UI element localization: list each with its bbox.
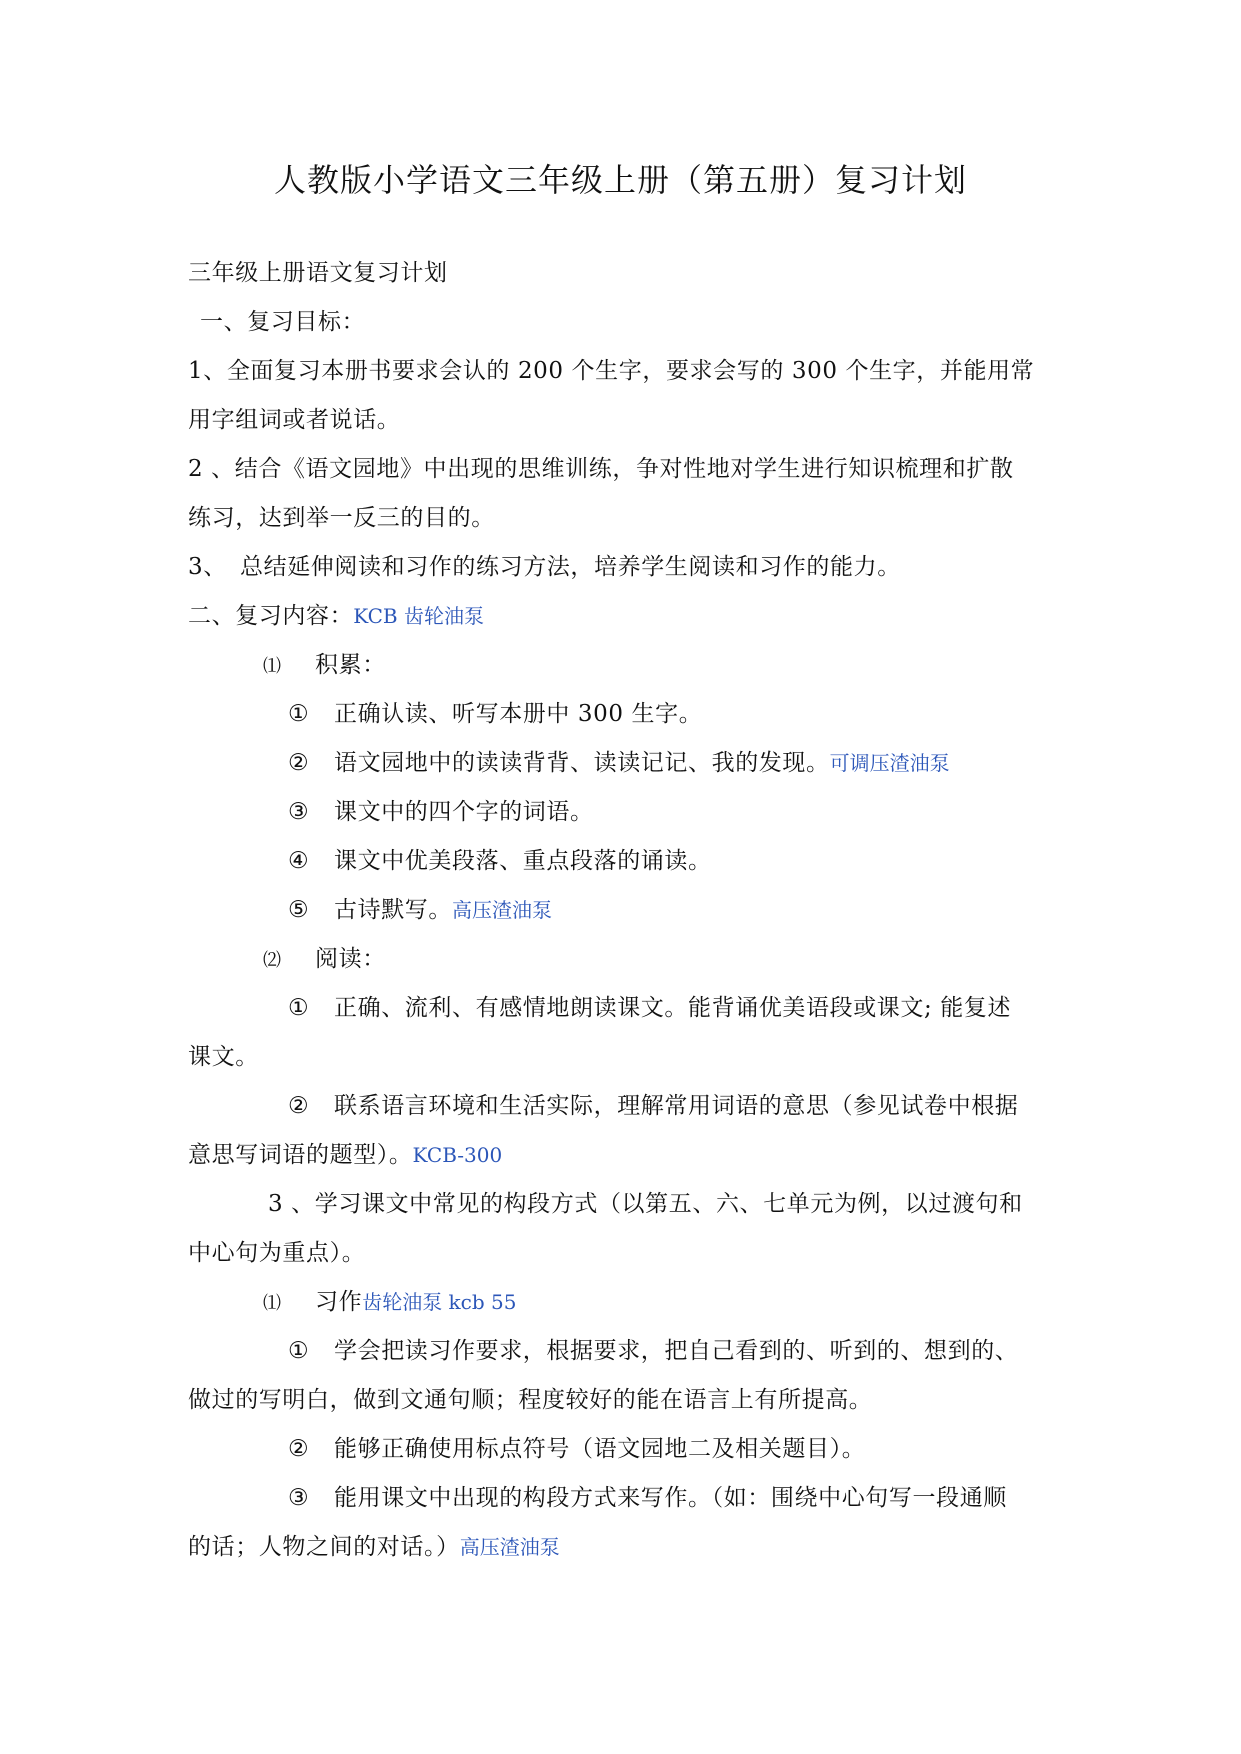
accumulate-item-5 bbox=[288, 895, 552, 925]
item-mark: ③ bbox=[288, 799, 310, 825]
accumulate-item-4 bbox=[288, 846, 712, 876]
item-link[interactable]: 可调压渣油泵 bbox=[829, 751, 950, 775]
page-title: 人教版小学语文三年级上册（第五册）复习计划 bbox=[273, 161, 967, 199]
reading-label: 阅读： bbox=[315, 946, 386, 972]
goal-3-text: 总结延伸阅读和习作的练习方法，培养学生阅读和习作的能力。 bbox=[240, 554, 901, 580]
reading-heading bbox=[263, 944, 386, 976]
item-mark: ① bbox=[288, 995, 310, 1021]
goal-1-line-1: 1、全面复习本册书要求会认的 200 个生字，要求会写的 300 个生字，并能用常 bbox=[188, 358, 1035, 384]
item-mark: ① bbox=[288, 701, 310, 727]
item-mark: ② bbox=[288, 750, 310, 776]
writing-link[interactable]: 齿轮油泵 kcb 55 bbox=[362, 1290, 517, 1314]
item-text: 能用课文中出现的构段方式来写作。（如：围绕中心句写一段通顺 bbox=[334, 1485, 1007, 1511]
content-heading-link[interactable]: KCB 齿轮油泵 bbox=[353, 604, 484, 628]
goal-3-number: 3、 bbox=[188, 554, 227, 580]
goal-3 bbox=[188, 552, 901, 582]
goal-1-line-2: 用字组词或者说话。 bbox=[188, 407, 401, 433]
accumulate-label: 积累： bbox=[315, 652, 386, 678]
accumulate-heading bbox=[263, 650, 386, 682]
item-link[interactable]: 高压渣油泵 bbox=[459, 1535, 560, 1559]
item-mark: ⑤ bbox=[288, 897, 310, 923]
item-mark: ② bbox=[288, 1093, 310, 1119]
item-text: 能够正确使用标点符号（语文园地二及相关题目）。 bbox=[334, 1436, 866, 1462]
content-heading-label: 二、复习内容： bbox=[188, 603, 354, 629]
structure-line-1: 3 、学习课文中常见的构段方式（以第五、六、七单元为例，以过渡句和 bbox=[268, 1191, 1023, 1217]
item-text: 联系语言环境和生活实际，理解常用词语的意思（参见试卷中根据 bbox=[334, 1093, 1019, 1119]
goals-heading: 一、复习目标： bbox=[200, 309, 366, 335]
item-mark: ④ bbox=[288, 848, 310, 874]
accumulate-item-2 bbox=[288, 748, 950, 778]
writing-item-3-line-1 bbox=[288, 1483, 1007, 1513]
accumulate-marker: ⑴ bbox=[263, 656, 282, 677]
reading-item-2-line-2 bbox=[188, 1140, 502, 1170]
writing-heading bbox=[263, 1287, 517, 1319]
item-mark: ② bbox=[288, 1436, 310, 1462]
item-text: 课文中优美段落、重点段落的诵读。 bbox=[334, 848, 712, 874]
reading-item-2-line-1 bbox=[288, 1091, 1018, 1121]
writing-label: 习作 bbox=[315, 1289, 363, 1315]
item-mark: ① bbox=[288, 1338, 310, 1364]
writing-marker: ⑴ bbox=[263, 1293, 282, 1314]
item-text: 学会把读习作要求，根据要求，把自己看到的、听到的、想到的、 bbox=[334, 1338, 1019, 1364]
content-heading bbox=[188, 601, 484, 631]
writing-item-1-line-1 bbox=[288, 1336, 1018, 1366]
writing-item-2 bbox=[288, 1434, 865, 1464]
subtitle: 三年级上册语文复习计划 bbox=[188, 260, 448, 286]
item-text: 古诗默写。 bbox=[334, 897, 452, 923]
item-text: 的话；人物之间的对话。） bbox=[188, 1534, 460, 1560]
goal-2-line-1: 2 、结合《语文园地》中出现的思维训练，争对性地对学生进行知识梳理和扩散 bbox=[188, 456, 1014, 482]
reading-marker: ⑵ bbox=[263, 950, 282, 971]
reading-item-1-line-2: 课文。 bbox=[188, 1044, 259, 1070]
writing-item-1-line-2: 做过的写明白，做到文通句顺；程度较好的能在语言上有所提高。 bbox=[188, 1387, 873, 1413]
accumulate-item-3 bbox=[288, 797, 594, 827]
writing-item-3-line-2 bbox=[188, 1532, 560, 1562]
item-text: 正确、流利、有感情地朗读课文。能背诵优美语段或课文; 能复述 bbox=[334, 995, 1012, 1021]
item-text: 课文中的四个字的词语。 bbox=[334, 799, 594, 825]
item-mark: ③ bbox=[288, 1485, 310, 1511]
goal-2-line-2: 练习，达到举一反三的目的。 bbox=[188, 505, 495, 531]
item-text: 语文园地中的读读背背、读读记记、我的发现。 bbox=[334, 750, 830, 776]
item-link[interactable]: KCB-300 bbox=[412, 1143, 503, 1167]
accumulate-item-1 bbox=[288, 699, 702, 729]
item-text: 意思写词语的题型）。 bbox=[188, 1142, 413, 1168]
item-text: 正确认读、听写本册中 300 生字。 bbox=[334, 701, 703, 727]
item-link[interactable]: 高压渣油泵 bbox=[452, 898, 552, 922]
structure-line-2: 中心句为重点）。 bbox=[188, 1240, 366, 1266]
reading-item-1-line-1 bbox=[288, 993, 1011, 1023]
